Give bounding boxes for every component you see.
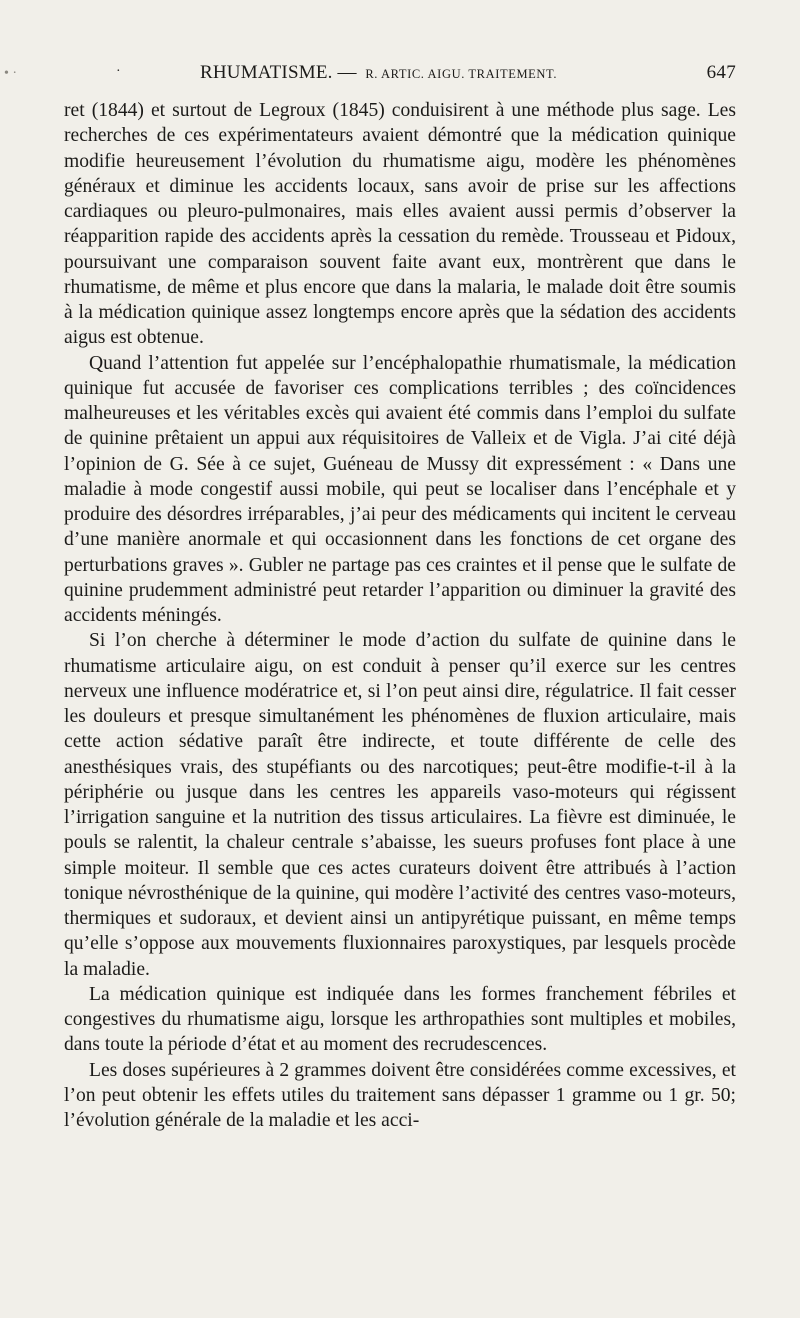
paragraph-1: ret (1844) et surtout de Legroux (1845) conduisirent à une méthode plus sage. Les recherches de ces expérimentateurs avaient démontré que la médication quinique modifie heureusement l’évolution du rhumatisme aigu, modère les phénomènes généraux et diminue les accidents locaux, sans avoir de prise sur les affections cardiaques ou pleuro-pulmonaires, mais elles avaient aussi permis d’observer la réapparition rapide des accidents après la cessation du remède. Trousseau et Pidoux, poursuivant une comparaison souvent faite avant eux, montrèrent que dans le rhumatisme, de même et plus encore que dans la malaria, le malade doit être soumis à la médication quinique assez longtemps encore après que la sédation des accidents aigus est obtenue.: [64, 100, 736, 349]
running-title-main: RHUMATISME. —: [200, 62, 357, 83]
paragraph-5: Les doses supérieures à 2 grammes doivent être considérées comme excessives, et l’on peut obtenir les effets utiles du traitement sans dépasser 1 gramme ou 1 gr. 50; l’évolution générale de la maladie et les acci-: [64, 1059, 736, 1131]
margin-mark: • ·: [4, 66, 18, 81]
paragraph-4: La médication quinique est indiquée dans les formes franchement fébriles et congestives du rhumatisme aigu, lorsque les arthropathies sont multiples et mobiles, dans toute la période d’état et au moment des recrudescences.: [64, 983, 736, 1056]
running-header: [66, 62, 736, 90]
paragraph-3: Si l’on cherche à déterminer le mode d’action du sulfate de quinine dans le rhumatisme articulaire aigu, on est conduit à penser qu’il exerce sur les centres nerveux une influence modératrice et, si l’on peut ainsi dire, régulatrice. Il fait cesser les douleurs et presque simultanément les phénomènes de fluxion articulaire, mais cette action sédative paraît être indirecte, et toute différente de celle des anesthésiques vrais, des stupéfiants ou des narcotiques; peut-être modifie-t-il à la périphérie ou jusque dans les centres les appareils vaso-moteurs qui régissent l’irrigation sanguine et la nutrition des tissus articulaires. La fièvre est diminuée, le pouls se ralentit, la chaleur centrale s’abaisse, les sueurs profuses font place à une simple moiteur. Il semble que ces actes curateurs doivent être attribués à l’action tonique névrosthénique de la quinine, qui modère l’activité des centres vaso-moteurs, thermiques et sudoraux, et devient ainsi un antipyrétique puissant, en même temps qu’elle s’oppose aux mouvements fluxionnaires paroxystiques, par lesquels procède la maladie.: [64, 630, 736, 980]
running-title-sub: R. ARTIC. AIGU. TRAITEMENT.: [365, 67, 558, 81]
page-number: 647: [706, 62, 736, 83]
paragraph-2: Quand l’attention fut appelée sur l’encéphalopathie rhumatismale, la médication quinique fut accusée de favoriser ces complications terribles ; des coïncidences malheureuses et les véritables excès qui avaient été commis dans l’emploi du sulfate de quinine prêtaient un appui aux réquisitoires de Valleix et de Vigla. J’ai cité déjà l’opinion de G. Sée à ce sujet, Guéneau de Mussy dit expressément : « Dans une maladie à mode congestif aussi mobile, qui peut se localiser dans l’encéphale et y produire des désordres irréparables, j’ai peur des médicaments qui incitent le cerveau d’une manière anormale et qui occasionnent dans les fonctions de cet organe des perturbations graves ». Gubler ne partage pas ces craintes et il pense que le sulfate de quinine prudemment administré peut retarder l’apparition ou diminuer la gravité des accidents méningés.: [64, 352, 736, 626]
header-dot: ·: [116, 64, 121, 79]
body-text: [64, 98, 736, 1133]
running-title: [200, 62, 557, 84]
